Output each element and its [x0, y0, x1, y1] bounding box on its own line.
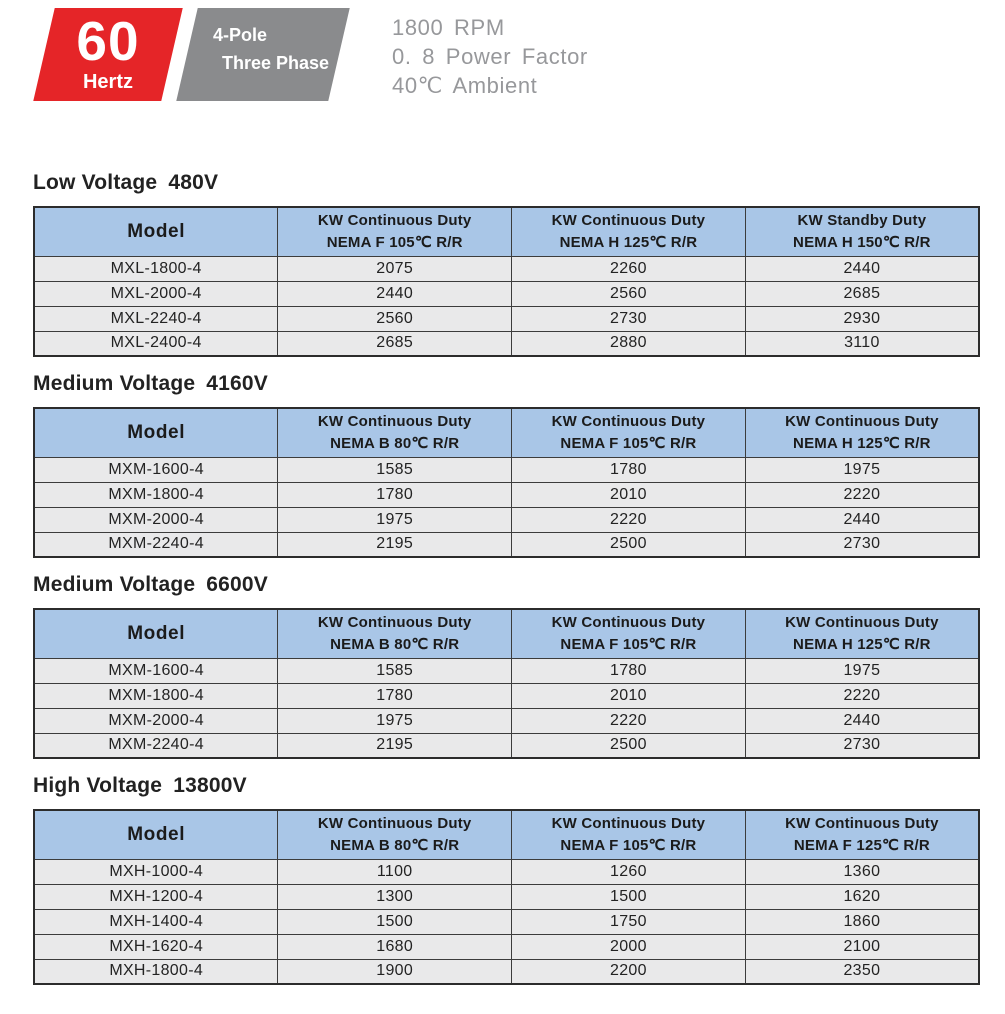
model-cell: MXM-1800-4: [34, 683, 278, 708]
spec-table: [33, 608, 980, 759]
kw-value-cell: 1900: [278, 959, 512, 984]
table-row: [34, 281, 979, 306]
kw-value-cell: 2195: [278, 532, 512, 557]
kw-value-cell: 1500: [512, 884, 746, 909]
model-cell: MXL-2240-4: [34, 306, 278, 331]
table-row: [34, 507, 979, 532]
kw-value-cell: 2100: [745, 934, 979, 959]
section-title: [33, 573, 980, 597]
kw-column-header: KW Continuous Duty NEMA H 125℃ R/R: [745, 408, 979, 457]
model-cell: MXM-1600-4: [34, 658, 278, 683]
table-row: [34, 256, 979, 281]
table-row: [34, 708, 979, 733]
kw-value-cell: 1750: [512, 909, 746, 934]
kw-value-cell: 2220: [745, 683, 979, 708]
frequency-value: 60: [76, 10, 140, 73]
kw-value-cell: 2730: [745, 733, 979, 758]
model-cell: MXM-2240-4: [34, 532, 278, 557]
table-row: [34, 733, 979, 758]
voltage-sections: [33, 171, 980, 985]
kw-value-cell: 1780: [512, 658, 746, 683]
kw-value-cell: 1780: [278, 482, 512, 507]
table-header-row: [34, 609, 979, 658]
kw-value-cell: 1620: [745, 884, 979, 909]
kw-value-cell: 2880: [512, 331, 746, 356]
kw-value-cell: 2220: [745, 482, 979, 507]
kw-value-cell: 2440: [745, 708, 979, 733]
kw-column-header: KW Continuous Duty NEMA B 80℃ R/R: [278, 810, 512, 859]
kw-value-cell: 1585: [278, 658, 512, 683]
kw-value-cell: 1680: [278, 934, 512, 959]
kw-value-cell: 2195: [278, 733, 512, 758]
model-cell: MXM-1800-4: [34, 482, 278, 507]
table-header-row: [34, 207, 979, 256]
table-header-row: [34, 810, 979, 859]
kw-column-header: KW Continuous Duty NEMA F 125℃ R/R: [745, 810, 979, 859]
model-cell: MXH-1000-4: [34, 859, 278, 884]
pole-label: 4-Pole: [213, 25, 268, 45]
section-title-text: High Voltage: [33, 774, 163, 797]
phase-label: Three Phase: [222, 53, 330, 73]
spec-lines: [392, 13, 588, 100]
section-title: [33, 372, 980, 396]
kw-column-header: KW Continuous Duty NEMA B 80℃ R/R: [278, 609, 512, 658]
kw-value-cell: 1975: [278, 507, 512, 532]
model-column-header: Model: [34, 609, 278, 658]
model-cell: MXL-1800-4: [34, 256, 278, 281]
voltage-section: [33, 774, 980, 985]
model-cell: MXM-2240-4: [34, 733, 278, 758]
frequency-unit: Hertz: [82, 70, 133, 93]
kw-column-header: KW Continuous Duty NEMA F 105℃ R/R: [512, 609, 746, 658]
kw-value-cell: 2010: [512, 683, 746, 708]
table-row: [34, 532, 979, 557]
kw-value-cell: 2220: [512, 507, 746, 532]
kw-value-cell: 2260: [512, 256, 746, 281]
model-column-header: Model: [34, 408, 278, 457]
kw-value-cell: 2560: [512, 281, 746, 306]
kw-value-cell: 2730: [745, 532, 979, 557]
model-column-header: Model: [34, 207, 278, 256]
kw-value-cell: 1500: [278, 909, 512, 934]
kw-value-cell: 2500: [512, 733, 746, 758]
model-cell: MXH-1800-4: [34, 959, 278, 984]
kw-value-cell: 2350: [745, 959, 979, 984]
kw-column-header: KW Continuous Duty NEMA F 105℃ R/R: [512, 408, 746, 457]
kw-value-cell: 1360: [745, 859, 979, 884]
section-title: [33, 774, 980, 798]
kw-value-cell: 2930: [745, 306, 979, 331]
kw-value-cell: 1780: [278, 683, 512, 708]
table-row: [34, 331, 979, 356]
table-row: [34, 909, 979, 934]
section-title-voltage: 480V: [168, 171, 219, 194]
table-row: [34, 859, 979, 884]
model-cell: MXL-2000-4: [34, 281, 278, 306]
kw-column-header: KW Continuous Duty NEMA F 105℃ R/R: [512, 810, 746, 859]
spec-line-rpm: 1800 RPM: [392, 15, 505, 40]
voltage-section: [33, 171, 980, 357]
kw-value-cell: 2200: [512, 959, 746, 984]
banner: [0, 0, 1005, 101]
kw-value-cell: 1780: [512, 457, 746, 482]
kw-value-cell: 2685: [278, 331, 512, 356]
section-title-voltage: 13800V: [173, 774, 247, 797]
section-title-voltage: 4160V: [206, 372, 268, 395]
kw-value-cell: 2560: [278, 306, 512, 331]
kw-value-cell: 2440: [745, 507, 979, 532]
section-title-text: Low Voltage: [33, 171, 158, 194]
kw-column-header: KW Continuous Duty NEMA B 80℃ R/R: [278, 408, 512, 457]
model-column-header: Model: [34, 810, 278, 859]
section-title-text: Medium Voltage: [33, 573, 196, 596]
table-row: [34, 457, 979, 482]
kw-value-cell: 1585: [278, 457, 512, 482]
kw-value-cell: 2220: [512, 708, 746, 733]
table-row: [34, 658, 979, 683]
model-cell: MXH-1400-4: [34, 909, 278, 934]
voltage-section: [33, 372, 980, 558]
kw-value-cell: 1975: [745, 658, 979, 683]
spec-table: [33, 809, 980, 985]
kw-value-cell: 1975: [278, 708, 512, 733]
kw-value-cell: 2730: [512, 306, 746, 331]
spec-line-ambient: 40℃ Ambient: [392, 73, 538, 98]
table-row: [34, 959, 979, 984]
model-cell: MXH-1620-4: [34, 934, 278, 959]
model-cell: MXM-1600-4: [34, 457, 278, 482]
table-row: [34, 934, 979, 959]
model-cell: MXM-2000-4: [34, 708, 278, 733]
kw-value-cell: 2685: [745, 281, 979, 306]
section-title: [33, 171, 980, 195]
spec-table: [33, 407, 980, 558]
voltage-section: [33, 573, 980, 759]
section-title-text: Medium Voltage: [33, 372, 196, 395]
kw-column-header: KW Continuous Duty NEMA H 125℃ R/R: [745, 609, 979, 658]
table-header-row: [34, 408, 979, 457]
kw-value-cell: 2440: [278, 281, 512, 306]
kw-value-cell: 3110: [745, 331, 979, 356]
table-row: [34, 884, 979, 909]
kw-value-cell: 1860: [745, 909, 979, 934]
kw-value-cell: 2500: [512, 532, 746, 557]
kw-value-cell: 1975: [745, 457, 979, 482]
kw-value-cell: 2440: [745, 256, 979, 281]
spec-line-power-factor: 0. 8 Power Factor: [392, 44, 588, 69]
pole-phase-badge: [187, 8, 339, 101]
model-cell: MXH-1200-4: [34, 884, 278, 909]
section-title-voltage: 6600V: [206, 573, 268, 596]
kw-column-header: KW Continuous Duty NEMA F 105℃ R/R: [278, 207, 512, 256]
kw-value-cell: 2000: [512, 934, 746, 959]
kw-column-header: KW Continuous Duty NEMA H 125℃ R/R: [512, 207, 746, 256]
kw-column-header: KW Standby Duty NEMA H 150℃ R/R: [745, 207, 979, 256]
kw-value-cell: 1100: [278, 859, 512, 884]
table-row: [34, 306, 979, 331]
table-row: [34, 482, 979, 507]
table-row: [34, 683, 979, 708]
spec-table: [33, 206, 980, 357]
model-cell: MXL-2400-4: [34, 331, 278, 356]
kw-value-cell: 2075: [278, 256, 512, 281]
kw-value-cell: 1260: [512, 859, 746, 884]
model-cell: MXM-2000-4: [34, 507, 278, 532]
frequency-badge: [44, 8, 172, 101]
kw-value-cell: 1300: [278, 884, 512, 909]
kw-value-cell: 2010: [512, 482, 746, 507]
